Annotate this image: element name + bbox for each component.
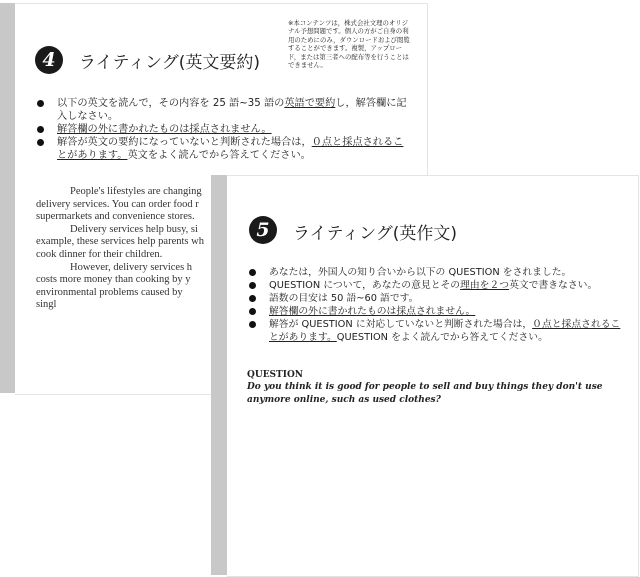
section-number-badge: 5 — [249, 216, 277, 244]
instruction-item: 以下の英文を読んで，その内容を 25 語~35 語の英語で要約し，解答欄に記入しなさい。 — [37, 97, 407, 123]
question-label: QUESTION — [247, 370, 304, 380]
section-number-badge: 4 — [35, 46, 63, 74]
section-title: ライティング(英文要約) — [79, 53, 261, 73]
instructions-list — [37, 97, 407, 162]
instruction-item: あなたは，外国人の知り合いから以下の QUESTION をされました。 — [249, 266, 629, 279]
question-text: Do you think it is good for people to sell and buy things they don't use anymore online, such as used clothes? — [247, 382, 603, 405]
english-passage: People's lifestyles are changing delivery services. You can order food r supermarkets and convenience stores. Delivery services help busy, si example, these services help parents wh cook dinner for their children. However, delivery services h costs more money than cooking by y environmental problems caused by singl — [36, 186, 204, 311]
instruction-item: QUESTION について，あなたの意見とその理由を２つ英文で書きなさい。 — [249, 279, 629, 292]
copyright-notice: ※本コンテンツは，株式会社文理のオリジナル予想問題です。個人の方がご自身の利用のためにのみ，ダウンロードおよび閲覧することができます。複製，アップロード，または第三者への配布等を行うことはできません。 — [288, 19, 410, 70]
instruction-item: 解答が英文の要約になっていないと判断された場合は，０点と採点されることがあります。英文をよく読んでから答えてください。 — [37, 136, 407, 162]
section-title: ライティング(英作文) — [293, 224, 458, 244]
page-4-binding-strip — [0, 3, 15, 393]
page-5-writing-composition — [227, 175, 639, 577]
instruction-item: 語数の目安は 50 語~60 語です。 — [249, 292, 629, 305]
instruction-item: 解答欄の外に書かれたものは採点されません。 — [37, 123, 407, 136]
instructions-list — [249, 266, 629, 344]
instruction-item: 解答が QUESTION に対応していないと判断された場合は，０点と採点されることがあります。QUESTION をよく読んでから答えてください。 — [249, 318, 629, 344]
page-5-binding-strip — [211, 175, 227, 575]
instruction-item: 解答欄の外に書かれたものは採点されません。 — [249, 305, 629, 318]
